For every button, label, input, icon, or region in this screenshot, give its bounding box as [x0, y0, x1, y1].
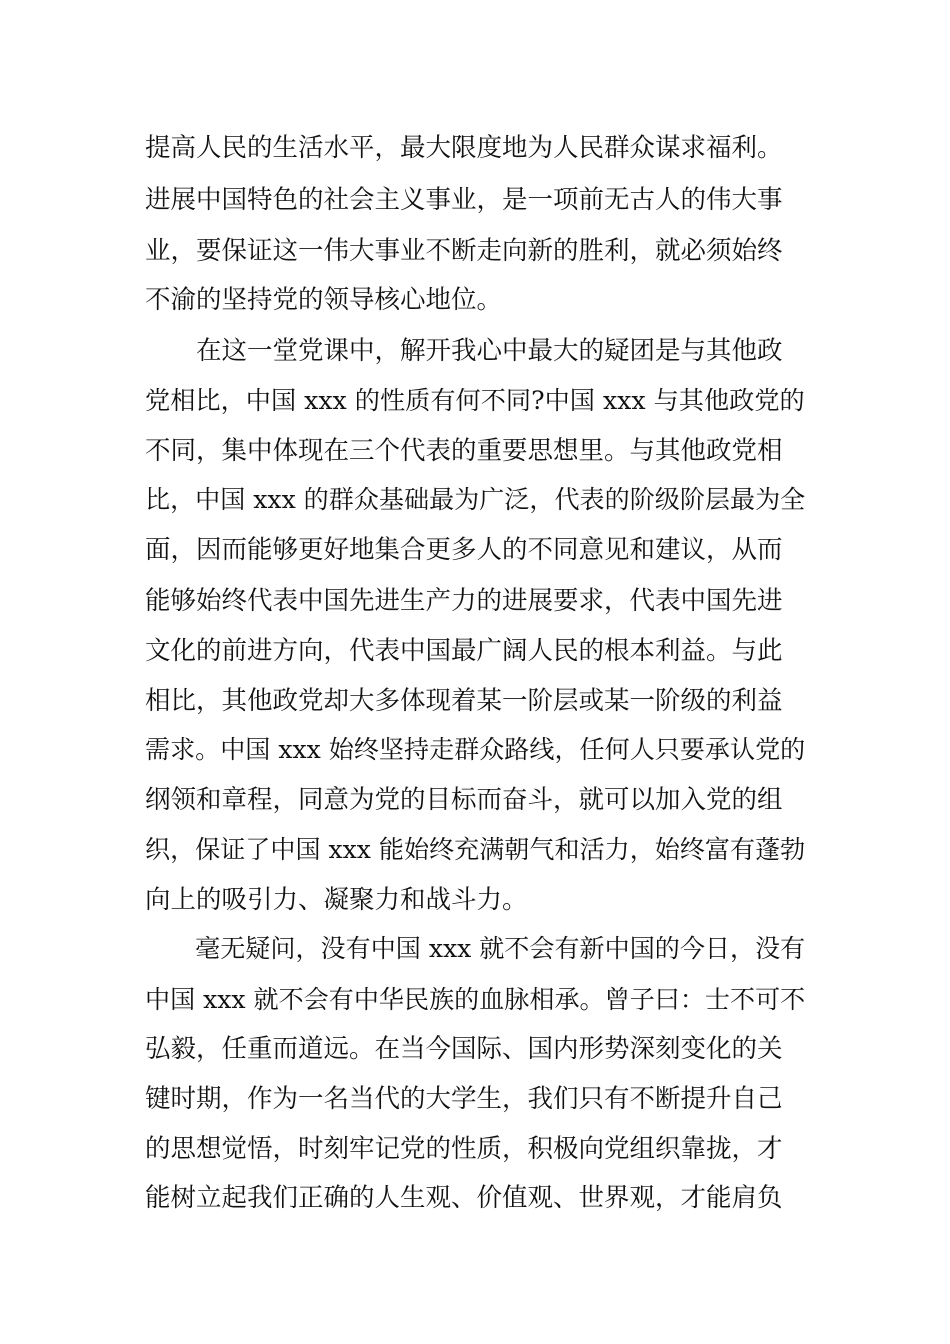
text-line: 能够始终代表中国先进生产力的进展要求，代表中国先进: [145, 586, 783, 616]
text-line: 纲领和章程，同意为党的目标而奋斗，就可以加入党的组: [145, 785, 783, 815]
text-line: 相比，其他政党却大多体现着某一阶层或某一阶级的利益: [145, 686, 783, 716]
text-line: 织，保证了中国 xxx 能始终充满朝气和活力，始终富有蓬勃: [145, 835, 806, 864]
text-line: 文化的前进方向，代表中国最广阔人民的根本利益。与此: [145, 636, 783, 666]
text-line: 在这一堂党课中，解开我心中最大的疑团是与其他政: [145, 336, 783, 366]
text-line: 提高人民的生活水平，最大限度地为人民群众谋求福利。: [145, 133, 783, 163]
text-line: 需求。中国 xxx 始终坚持走群众路线，任何人只要承认党的: [145, 735, 806, 764]
text-line: 毫无疑问，没有中国 xxx 就不会有新中国的今日，没有: [145, 934, 806, 963]
text-line: 不同，集中体现在三个代表的重要思想里。与其他政党相: [145, 436, 783, 466]
text-line: 键时期，作为一名当代的大学生，我们只有不断提升自己: [145, 1084, 783, 1114]
text-line: 能树立起我们正确的人生观、价值观、世界观，才能肩负: [145, 1183, 783, 1213]
text-line: 比，中国 xxx 的群众基础最为广泛，代表的阶级阶层最为全: [145, 485, 806, 514]
text-line: 向上的吸引力、凝聚力和战斗力。: [145, 885, 528, 915]
text-line: 中国 xxx 就不会有中华民族的血脉相承。曾子曰：士不可不: [145, 985, 806, 1014]
text-line: 党相比，中国 xxx 的性质有何不同?中国 xxx 与其他政党的: [145, 386, 805, 415]
text-line: 进展中国特色的社会主义事业，是一项前无古人的伟大事: [145, 185, 783, 215]
text-line: 弘毅，任重而道远。在当今国际、国内形势深刻变化的关: [145, 1034, 783, 1064]
text-line: 面，因而能够更好地集合更多人的不同意见和建议，从而: [145, 535, 783, 565]
text-line: 不渝的坚持党的领导核心地位。: [145, 285, 503, 315]
text-line: 业，要保证这一伟大事业不断走向新的胜利，就必须始终: [145, 236, 783, 266]
text-line: 的思想觉悟，时刻牢记党的性质，积极向党组织靠拢，才: [145, 1134, 783, 1164]
